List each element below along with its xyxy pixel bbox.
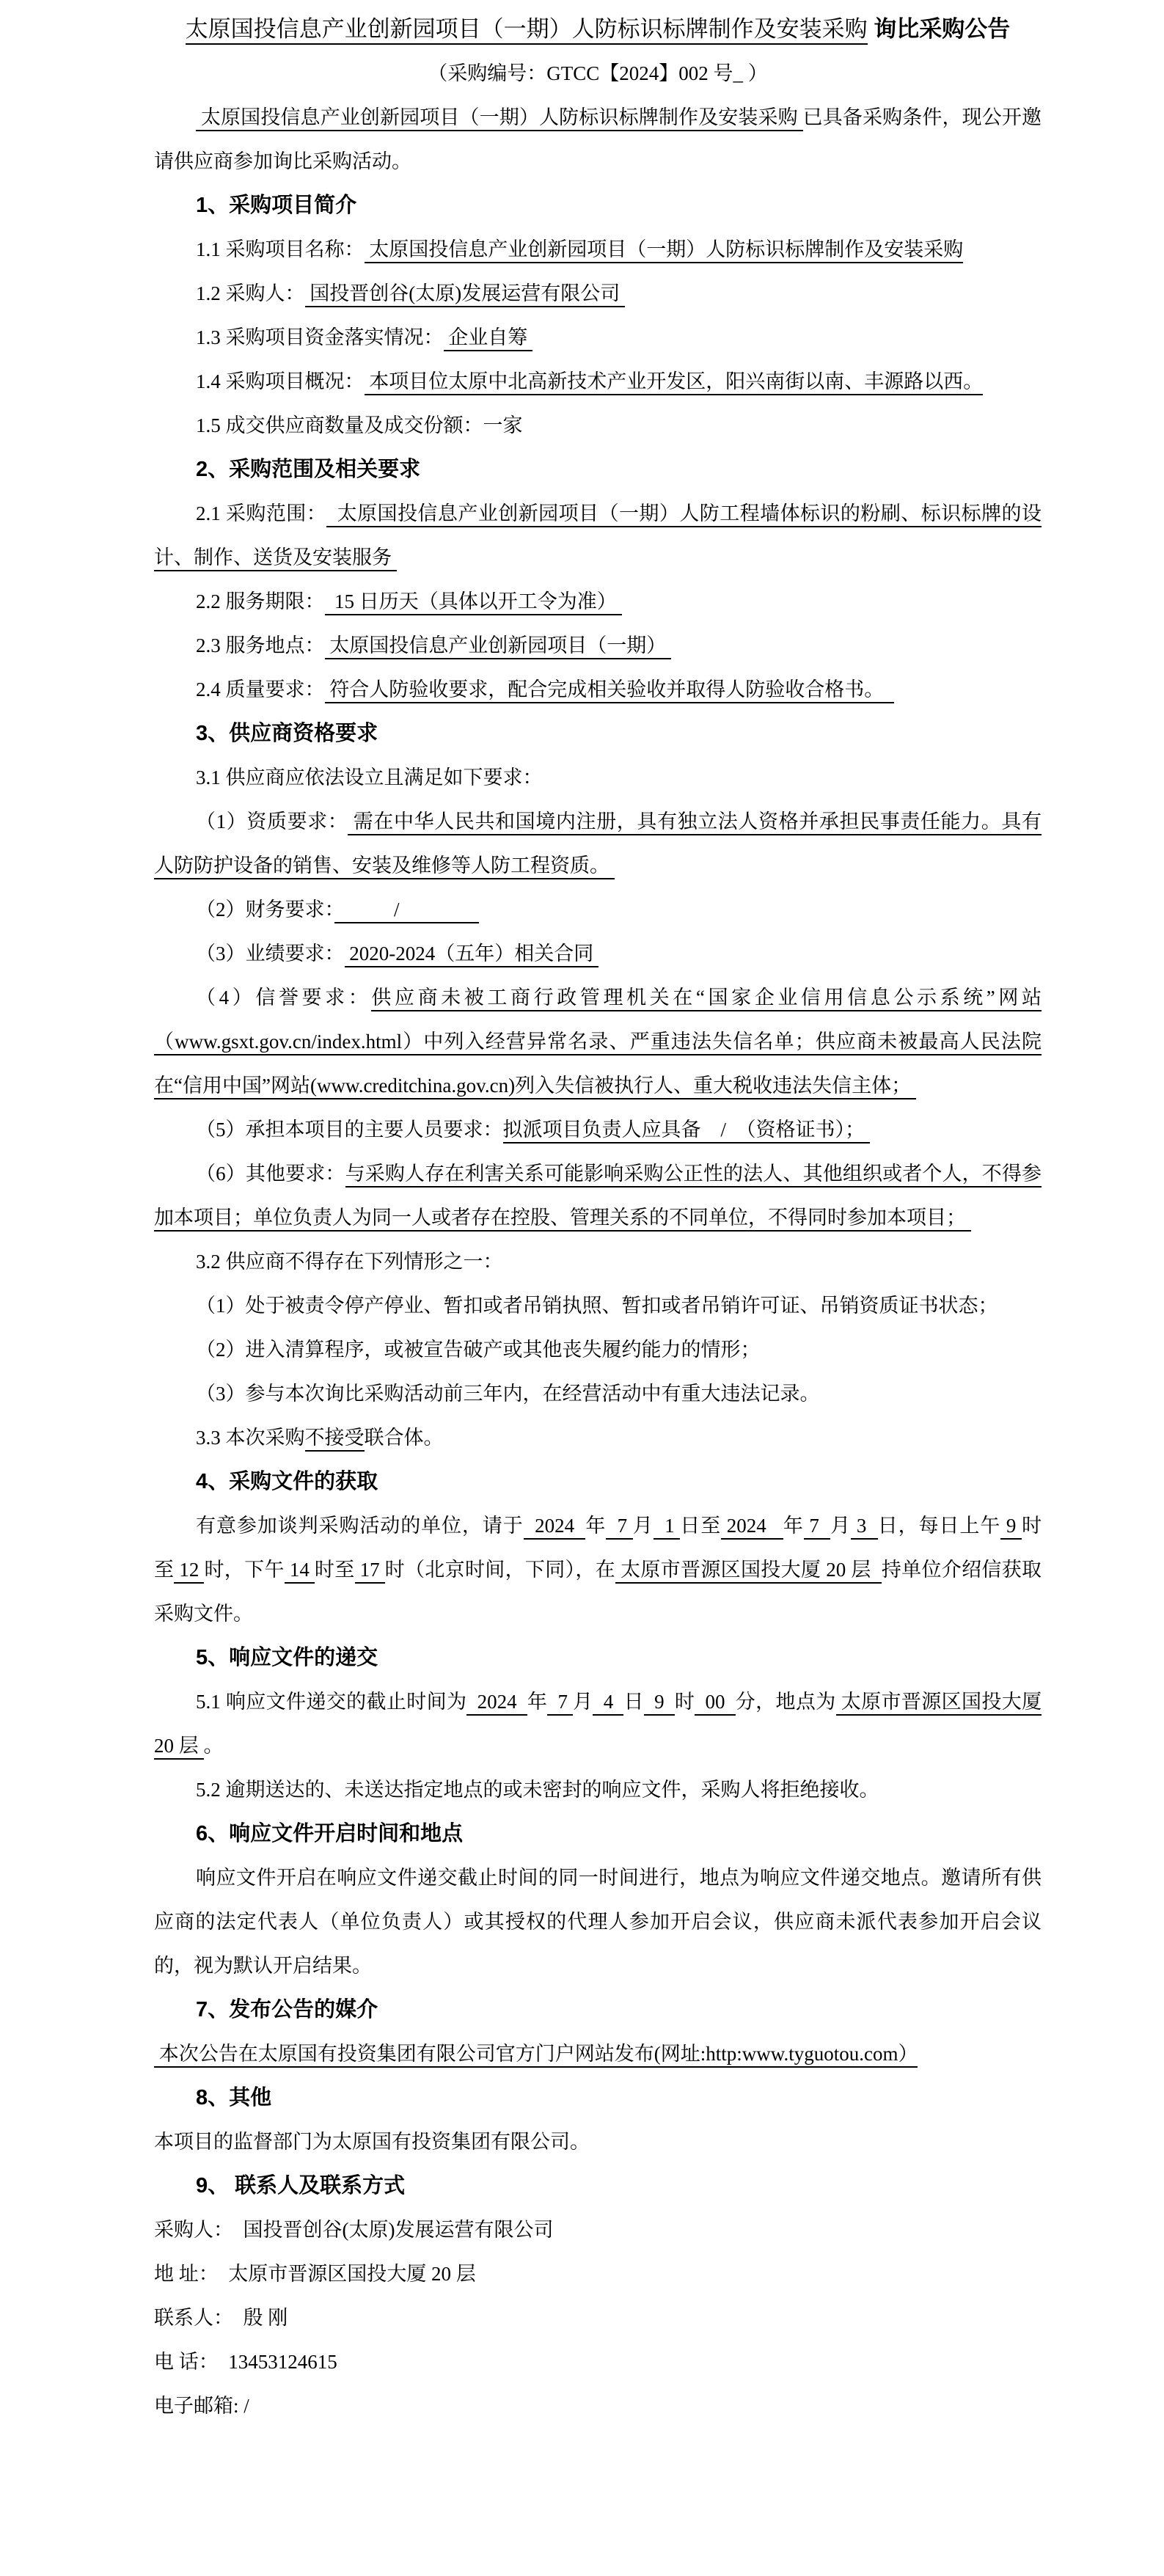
text-segment: 有意参加谈判采购活动的单位，请于 xyxy=(196,1515,524,1537)
text-segment: 时，下午 xyxy=(204,1559,285,1581)
item-1-2 xyxy=(154,271,1042,315)
contact-email xyxy=(154,2384,1042,2428)
text-segment: 联系人： 殷 刚 xyxy=(154,2307,288,2329)
text-segment: （3）业绩要求： xyxy=(196,943,345,965)
document-content xyxy=(154,7,1042,2428)
text-segment: 月 xyxy=(573,1691,593,1713)
intro-paragraph xyxy=(154,95,1042,183)
underlined-value: 00 xyxy=(695,1691,736,1716)
underlined-value: 拟派项目负责人应具备 / （资格证书）； xyxy=(503,1119,870,1144)
item-3-1-1 xyxy=(154,799,1042,888)
underlined-value: 1 xyxy=(654,1515,681,1540)
text-segment: （2）进入清算程序，或被宣告破产或其他丧失履约能力的情形； xyxy=(196,1339,761,1361)
underlined-value: 太原国投信息产业创新园项目（一期）人防标识标牌制作及安装采购 xyxy=(196,106,803,131)
text-segment: 6、响应文件开启时间和地点 xyxy=(196,1822,464,1845)
text-segment: 年 xyxy=(585,1515,607,1537)
underlined-value: 符合人防验收要求，配合完成相关验收并取得人防验收合格书。 xyxy=(325,678,894,703)
underlined-value: 与采购人存在利害关系可能影响采购公正性的法人、其他组织或者个人，不得参加本项目；单位负责人为同一人或者存在控股、管理关系的不同单位，不得同时参加本项目； xyxy=(154,1163,1042,1232)
underlined-value: 4 xyxy=(593,1691,623,1716)
text-segment: 2.4 质量要求： xyxy=(196,678,325,700)
underlined-value: 2024 xyxy=(524,1515,586,1540)
text-segment: 月 xyxy=(830,1515,852,1537)
item-2-2 xyxy=(154,579,1042,623)
doc-title xyxy=(154,7,1042,51)
underlined-value: 2024 xyxy=(721,1515,783,1540)
text-segment: 1.2 采购人： xyxy=(196,282,305,304)
text-segment: （2）财务要求： xyxy=(196,899,334,921)
underlined-value: / xyxy=(334,899,479,923)
underlined-value: 本次公告在太原国有投资集团有限公司官方门户网站发布(网址:http:www.tyguotou.com） xyxy=(154,2043,918,2068)
underlined-value: 2024 xyxy=(466,1691,527,1716)
underlined-value: 企业自筹 xyxy=(444,326,533,351)
item-5-1 xyxy=(154,1680,1042,1768)
text-segment: 3.1 供应商应依法设立且满足如下要求： xyxy=(196,766,543,788)
underlined-value: 7 xyxy=(547,1691,573,1716)
underlined-value: 3 xyxy=(851,1515,878,1540)
text-segment: 5.2 逾期送达的、未送达指定地点的或未密封的响应文件，采购人将拒绝接收。 xyxy=(196,1779,879,1801)
text-segment: （5）承担本项目的主要人员要求： xyxy=(196,1119,503,1141)
text-segment: 电 话： 13453124615 xyxy=(154,2351,337,2373)
item-3-2-1 xyxy=(154,1284,1042,1328)
item-2-3 xyxy=(154,623,1042,667)
text-segment: 地 址： 太原市晋源区国投大厦 20 层 xyxy=(154,2263,476,2285)
text-segment: 月 xyxy=(632,1515,654,1537)
item-3-1-4 xyxy=(154,976,1042,1108)
section-2-heading xyxy=(154,447,1042,491)
underlined-value: 9 xyxy=(644,1691,675,1716)
doc-subtitle xyxy=(154,51,1042,95)
underlined-value: 14 xyxy=(285,1559,315,1584)
item-1-5 xyxy=(154,403,1042,447)
text-segment: 响应文件开启在响应文件递交截止时间的同一时间进行，地点为响应文件递交地点。邀请所有供应商的法定代表人（单位负责人）或其授权的代理人参加开启会议，供应商未派代表参加开启会议的，视为默认开启结果。 xyxy=(154,1867,1042,1977)
section-6-heading xyxy=(154,1812,1042,1856)
underlined-value: 本项目位太原中北高新技术产业开发区，阳兴南街以南、丰源路以西。 xyxy=(365,370,984,395)
text-segment: 采购人： 国投晋创谷(太原)发展运营有限公司 xyxy=(154,2219,554,2241)
text-segment: （3）参与本次询比采购活动前三年内，在经营活动中有重大违法记录。 xyxy=(196,1383,820,1405)
text-segment: 时至 xyxy=(154,1515,1042,1581)
text-segment: 2.3 服务地点： xyxy=(196,634,325,656)
item-1-3 xyxy=(154,315,1042,359)
contact-phone xyxy=(154,2340,1042,2384)
text-segment: 年 xyxy=(527,1691,548,1713)
text-segment: 3.2 供应商不得存在下列情形之一： xyxy=(196,1251,503,1273)
section-1-heading xyxy=(154,183,1042,227)
text-segment: 分，地点为 xyxy=(735,1691,836,1713)
contact-buyer xyxy=(154,2208,1042,2252)
text-segment: （1）资质要求： xyxy=(196,811,348,833)
text-segment: 1.3 采购项目资金落实情况： xyxy=(196,326,444,348)
item-3-2-3 xyxy=(154,1372,1042,1416)
text-segment: 日至 xyxy=(680,1515,722,1537)
underlined-value: 太原国投信息产业创新园项目（一期）人防标识标牌制作及安装采购 xyxy=(186,16,868,45)
text-segment: 时至 xyxy=(314,1559,355,1581)
text-segment: 2.1 采购范围： xyxy=(196,502,327,524)
text-segment: 8、其他 xyxy=(196,2086,272,2110)
underlined-value: 太原国投信息产业创新园项目（一期）人防工程墙体标识的粉刷、标识标牌的设计、制作、送货及安装服务 xyxy=(154,502,1042,571)
underlined-value: 不接受 xyxy=(305,1427,365,1452)
underlined-value: 12 xyxy=(174,1559,204,1584)
text-segment: 询比采购公告 xyxy=(867,16,1011,42)
item-5-2 xyxy=(154,1768,1042,1812)
text-segment: 9、 联系人及联系方式 xyxy=(196,2174,406,2198)
item-1-4 xyxy=(154,359,1042,403)
section-4-body xyxy=(154,1504,1042,1636)
section-5-heading xyxy=(154,1636,1042,1680)
contact-person xyxy=(154,2296,1042,2340)
underlined-value: 太原国投信息产业创新园项目（一期） xyxy=(325,634,672,659)
underlined-value: 太原国投信息产业创新园项目（一期）人防标识标牌制作及安装采购 xyxy=(365,238,964,263)
text-segment: 1.4 采购项目概况： xyxy=(196,370,365,392)
section-9-heading xyxy=(154,2164,1042,2208)
item-3-3 xyxy=(154,1416,1042,1460)
item-3-1 xyxy=(154,755,1042,799)
section-8-body xyxy=(154,2120,1042,2164)
text-segment: （采购编号：GTCC【2024】002 号_ ） xyxy=(428,62,768,84)
underlined-value: 需在中华人民共和国境内注册，具有独立法人资格并承担民事责任能力。具有人防防护设备的销售、安装及维修等人防工程资质。 xyxy=(154,811,1042,879)
underlined-value: 7 xyxy=(804,1515,831,1540)
item-3-1-2 xyxy=(154,888,1042,932)
item-3-1-5 xyxy=(154,1108,1042,1152)
text-segment: 2.2 服务期限： xyxy=(196,590,325,612)
item-3-1-3 xyxy=(154,932,1042,976)
text-segment: 年 xyxy=(783,1515,804,1537)
section-6-body xyxy=(154,1856,1042,1988)
section-3-heading xyxy=(154,711,1042,755)
text-segment: 1.1 采购项目名称： xyxy=(196,238,365,260)
contact-address xyxy=(154,2252,1042,2296)
underlined-value: 2020-2024（五年）相关合同 xyxy=(345,943,599,967)
underlined-value: 9 xyxy=(1000,1515,1022,1540)
text-segment: 本项目的监督部门为太原国有投资集团有限公司。 xyxy=(154,2131,590,2153)
underlined-value: 17 xyxy=(355,1559,385,1584)
section-4-heading xyxy=(154,1460,1042,1504)
text-segment: 电子邮箱: / xyxy=(154,2395,249,2417)
item-3-1-6 xyxy=(154,1152,1042,1240)
text-segment: 持单位介绍信获取采购文件。 xyxy=(154,1559,1042,1625)
text-segment: （4）信誉要求： xyxy=(196,987,372,1009)
text-segment: 日 xyxy=(623,1691,644,1713)
underlined-value: 国投晋创谷(太原)发展运营有限公司 xyxy=(305,282,625,307)
text-segment: 。 xyxy=(203,1735,224,1757)
underlined-value: 太原市晋源区国投大厦 20 层 xyxy=(615,1559,882,1584)
underlined-value: 太原市晋源区国投大厦 20 层 xyxy=(154,1691,1042,1760)
text-segment: 已具备采购条件，现公开邀请供应商参加询比采购活动。 xyxy=(154,106,1042,172)
text-segment: （6）其他要求： xyxy=(196,1163,345,1185)
text-segment: 3.3 本次采购 xyxy=(196,1427,305,1449)
text-segment: 时（北京时间，下同），在 xyxy=(384,1559,615,1581)
text-segment: 7、发布公告的媒介 xyxy=(196,1998,378,2021)
item-1-1 xyxy=(154,227,1042,271)
item-2-4 xyxy=(154,667,1042,711)
item-3-2-2 xyxy=(154,1328,1042,1372)
text-segment: 联合体。 xyxy=(364,1427,444,1449)
item-2-1 xyxy=(154,491,1042,579)
text-segment: 1.5 成交供应商数量及成交份额：一家 xyxy=(196,414,523,436)
text-segment: 4、采购文件的获取 xyxy=(196,1470,378,1493)
underlined-value: 15 日历天（具体以开工令为准） xyxy=(325,590,622,615)
section-7-heading xyxy=(154,1988,1042,2032)
section-8-heading xyxy=(154,2076,1042,2120)
underlined-value: 供应商未被工商行政管理机关在“国家企业信用信息公示系统”网站（www.gsxt.gov.cn/index.html）中列入经营异常名录、严重违法失信名单；供应商未被最高人民法院在“信用中国”网站(www.creditchina.gov.cn)列入失信被执行人、重大税收违法失信主体； xyxy=(154,987,1042,1099)
section-7-body xyxy=(154,2032,1042,2076)
text-segment: 5、响应文件的递交 xyxy=(196,1646,378,1669)
text-segment: 3、供应商资格要求 xyxy=(196,722,378,745)
text-segment: 2、采购范围及相关要求 xyxy=(196,458,421,481)
text-segment: 1、采购项目简介 xyxy=(196,194,357,217)
text-segment: （1）处于被责令停产停业、暂扣或者吊销执照、暂扣或者吊销许可证、吊销资质证书状态； xyxy=(196,1295,998,1317)
text-segment: 日，每日上午 xyxy=(877,1515,1001,1537)
item-3-2 xyxy=(154,1240,1042,1284)
text-segment: 5.1 响应文件递交的截止时间为 xyxy=(196,1691,467,1713)
text-segment: 时 xyxy=(674,1691,695,1713)
underlined-value: 7 xyxy=(606,1515,633,1540)
